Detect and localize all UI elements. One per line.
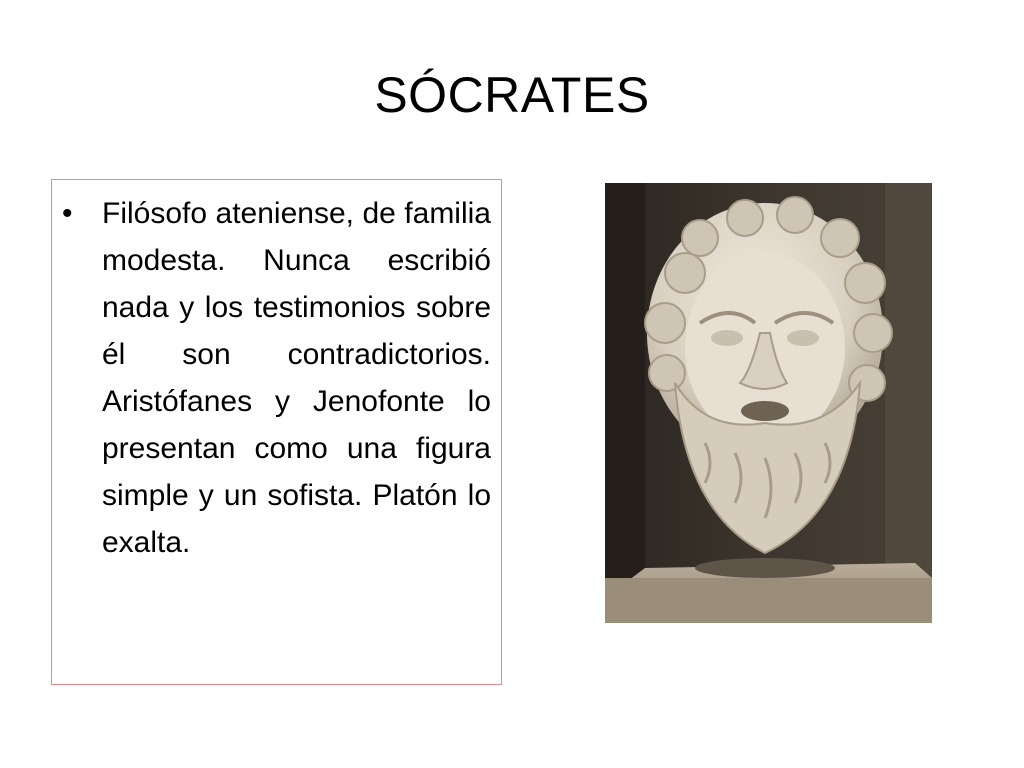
- text-box[interactable]: [51, 179, 502, 685]
- bullet-text: Filósofo ateniense, de familia modesta. Nunca escribió nada y los testimonios sobre él son contradictorios. Aristófanes y Jenofonte lo presentan como una figura simple y un sofista. Platón lo exalta.: [102, 197, 491, 559]
- bullet-dot-icon: •: [62, 197, 73, 230]
- socrates-bust-image: [605, 183, 932, 623]
- bullet-list: [60, 190, 491, 566]
- bullet-item: [60, 190, 491, 566]
- slide-title: SÓCRATES: [374, 67, 650, 123]
